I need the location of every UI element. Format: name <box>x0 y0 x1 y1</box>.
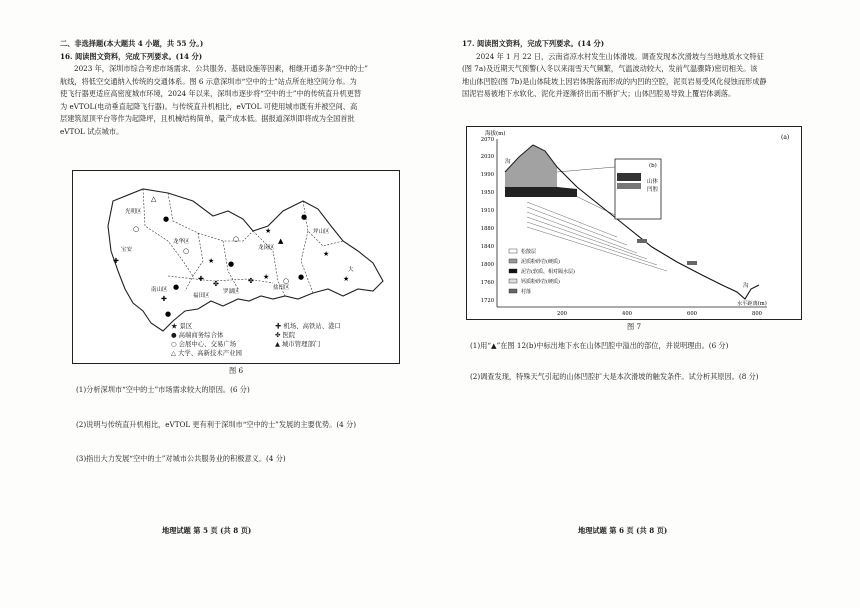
svg-text:钙质粉砂岩(硬质): 钙质粉砂岩(硬质) <box>521 279 560 285</box>
legend-label: 机场、高铁站、港口 <box>283 322 341 330</box>
scenic-spot-icon: ★ <box>265 227 272 235</box>
hospital-icon: ✤ <box>213 280 219 288</box>
university-icon: △ <box>151 195 157 203</box>
airport-icon: ✚ <box>198 275 204 283</box>
scenic-spot-icon: ★ <box>323 250 330 258</box>
city-management-icon: ▲ <box>278 237 284 245</box>
expo-center-icon: ○ <box>183 247 190 255</box>
right-page <box>462 38 807 101</box>
panel-a-label: (a) <box>781 134 790 141</box>
svg-text:1950: 1950 <box>480 190 494 196</box>
footer-page-5: 地理试题 第 5 页 (共 8 页) <box>162 526 252 535</box>
figure-6-map <box>72 170 400 364</box>
district-label: 龙岗区 <box>258 245 275 251</box>
district-label: 宝安 <box>121 247 133 253</box>
svg-text:泥岩(软质、相对隔水层): 泥岩(软质、相对隔水层) <box>521 269 575 275</box>
business-hub-icon: ● <box>298 273 305 281</box>
expo-center-icon: ○ <box>283 277 290 285</box>
q16-subq-3: (3)指出大力发展“空中的士”对城市公共服务业的积极意义。(4 分) <box>76 454 286 463</box>
q16-subq-1: (1)分析深圳市“空中的士”市场需求较大的原因。(6 分) <box>76 385 250 394</box>
section-heading: 二、非选择题(本大题共 4 小题，共 55 分。) <box>60 39 204 48</box>
q17-para-line: 地山体凹腔(图 7b)是山体陡坡上因岩体脱落而形成的内凹的空腔，泥页岩易受风化侵蚀而形成静 <box>462 76 767 86</box>
business-hub-icon: ● <box>173 283 180 291</box>
map-legend <box>171 321 371 361</box>
figure-7-profile <box>466 126 802 320</box>
svg-text:600: 600 <box>687 311 697 317</box>
university-icon: △ <box>171 349 176 357</box>
scenic-spot-icon: ★ <box>208 257 215 265</box>
svg-text:1760: 1760 <box>480 280 494 286</box>
legend-label: 景区 <box>179 322 193 330</box>
q17-subquestions <box>470 340 800 383</box>
q16-para-line: 航线，将低空交通纳入传统的交通体系。图 6 示意深圳市“空中的士”站点所在地空间分布。为 <box>60 76 357 86</box>
business-hub-icon: ● <box>228 260 235 268</box>
district-label: 罗湖区 <box>223 289 240 295</box>
airport-icon: ✚ <box>275 322 282 330</box>
inset-label: 凹腔 <box>647 187 659 193</box>
legend-label: 会展中心、交易广场 <box>178 340 237 348</box>
q16-heading: 16. 阅读图文资料，完成下列要求。(14 分) <box>60 51 203 61</box>
q17-para-line: 2024 年 1 月 22 日，云南省凉水村发生山体滑坡。调查发现本次滑坡与当地地质水文特征 <box>476 51 764 61</box>
svg-text:1990: 1990 <box>480 172 494 178</box>
q17-para-line: (图 7a)及近期天气预警(入冬以来雨雪天气频繁，气温波动较大，发前气温骤降)密切相关。该 <box>462 64 758 73</box>
figure-6-caption: 图 6 <box>228 366 244 375</box>
legend-label: 大学、高新技术产业园 <box>177 349 242 357</box>
y-ticks <box>481 137 494 304</box>
q17-subq-2: (2)调查发现，特殊天气引起的山体凹腔扩大是本次滑坡的触发条件。试分析其原因。(8 分) <box>470 371 759 381</box>
district-label: 南山区 <box>151 287 168 293</box>
q17-subq-1: (1)用“▲”在图 12(b)中标出地下水在山体凹腔中溢出的部位，并说明理由。(6 分) <box>470 341 729 350</box>
legend-label: 城市管理部门 <box>281 340 321 348</box>
svg-text:800: 800 <box>752 311 762 317</box>
svg-text:1910: 1910 <box>480 208 494 214</box>
scenic-spot-icon: ★ <box>263 273 270 281</box>
legend-label: 高端商务综合体 <box>178 331 224 339</box>
district-label: 福田区 <box>193 293 210 299</box>
inset-label: 山体 <box>647 179 659 185</box>
legend-label: 医院 <box>282 331 296 339</box>
business-hub-icon: ● <box>165 310 172 318</box>
q16-subq-2: (2)说明与传统直升机相比，eVTOL 更有利于深圳市“空中的士”发展的主要优势。(4 分) <box>76 419 356 429</box>
business-hub-icon: ● <box>301 213 308 221</box>
q17-heading: 17. 阅读图文资料，完成下列要求。(14 分) <box>462 39 605 48</box>
q16-para-line: 层建筑屋顶平台等作为起降坪，且机械结构简单，量产成本低。据报道深圳即将成为全国首批 <box>60 114 355 123</box>
footer-page-6: 地理试题 第 6 页 (共 8 页) <box>578 526 668 535</box>
village-mark <box>637 239 647 243</box>
svg-text:2070: 2070 <box>480 137 494 143</box>
svg-text:1840: 1840 <box>480 244 494 250</box>
expo-center-icon: ○ <box>171 340 177 348</box>
city-outline <box>108 189 383 331</box>
district-label: 坪山区 <box>313 229 330 235</box>
x-ticks <box>557 311 762 317</box>
svg-text:村落: 村落 <box>521 289 532 295</box>
ditch-label: 沟 <box>743 283 749 289</box>
hospital-icon: ✤ <box>275 331 281 339</box>
ditch-label: 沟 <box>505 159 511 165</box>
q16-para-line: 使飞行器更适应高密度城市环境，2024 年以来，深圳市逐步将“空中的士”中的传统直升机更替 <box>60 89 362 98</box>
district-label: 大 <box>348 267 354 273</box>
svg-text:1720: 1720 <box>480 298 494 304</box>
q16-para-line: 为 eVTOL(电动垂直起降飞行器)。与传统直升机相比，eVTOL 可使用城市既有并被空间、高 <box>60 101 358 111</box>
q16-para-line: 2023 年，深圳市综合考虑市场需求、公共服务、基础设施等因素，相继开通多条“空中的士” <box>74 64 368 73</box>
svg-text:松散层: 松散层 <box>521 249 537 255</box>
airport-icon: ✚ <box>113 257 119 265</box>
x-axis-label: 水平距离(m) <box>737 301 767 307</box>
district-label: 龙华区 <box>173 239 190 245</box>
svg-text:1880: 1880 <box>480 226 494 232</box>
panel-b-label: (b) <box>649 163 657 169</box>
hospital-icon: ✤ <box>248 277 254 285</box>
left-page <box>60 38 415 138</box>
svg-text:200: 200 <box>557 311 567 317</box>
figure-7-caption: 图 7 <box>626 322 642 331</box>
svg-text:2030: 2030 <box>480 154 494 160</box>
district-label: 盐田区 <box>273 285 290 291</box>
scenic-spot-icon: ★ <box>171 322 178 330</box>
city-management-icon: ▲ <box>275 340 280 348</box>
district-label: 光明区 <box>125 209 142 215</box>
profile-svg <box>467 127 801 319</box>
svg-text:400: 400 <box>622 311 632 317</box>
business-hub-icon: ● <box>163 215 170 223</box>
q17-para-line: 国泥岩易被地下水软化、泥化并逐渐挤出而不断扩大；山体凹腔易导致上覆岩体剥落。 <box>462 89 736 98</box>
business-hub-icon: ● <box>171 331 177 339</box>
expo-center-icon: ○ <box>233 235 240 243</box>
expo-center-icon: ○ <box>133 225 140 233</box>
airport-icon: ✚ <box>161 295 167 303</box>
svg-text:1800: 1800 <box>480 262 494 268</box>
q16-subquestions <box>76 384 406 466</box>
y-axis-label: 海拔(m) <box>485 131 506 137</box>
q16-para-line: eVTOL 试点城市。 <box>60 126 124 136</box>
svg-text:泥质粉砂岩(硬质): 泥质粉砂岩(硬质) <box>521 259 560 265</box>
profile-legend <box>509 248 575 295</box>
village-mark <box>687 261 697 265</box>
scenic-spot-icon: ★ <box>343 275 350 283</box>
